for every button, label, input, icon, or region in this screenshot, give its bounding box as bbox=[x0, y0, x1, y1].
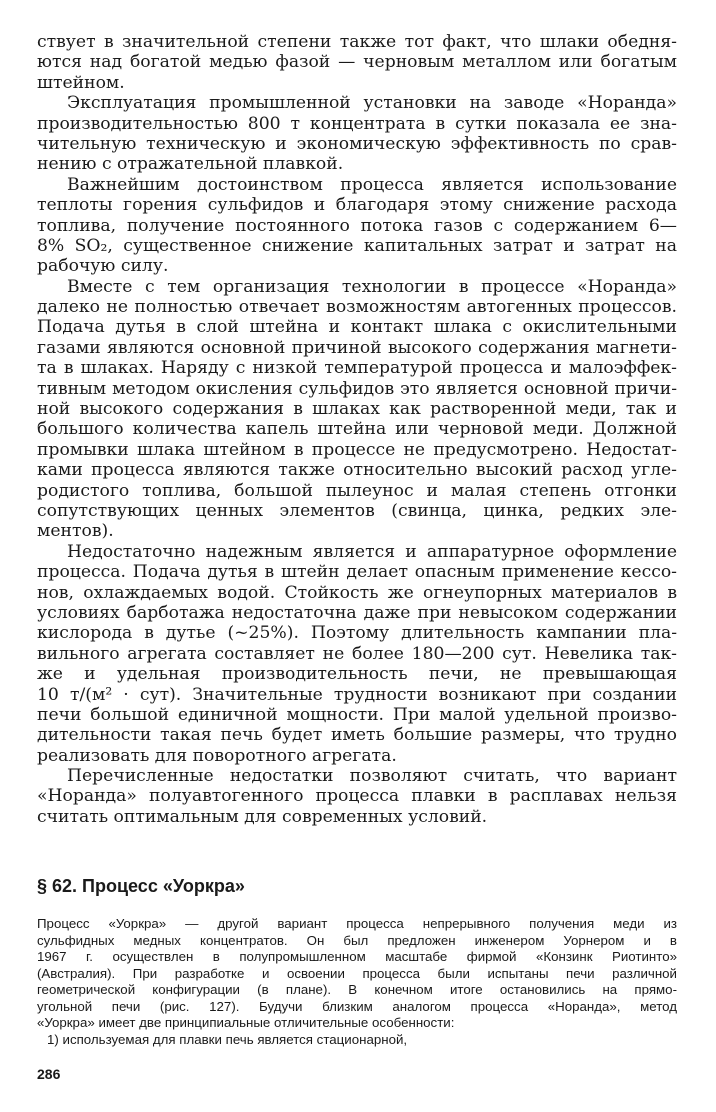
text-line: топлива, получение постоянного потока газов с содержанием 6— bbox=[37, 215, 677, 236]
page-number: 286 bbox=[37, 1066, 61, 1082]
text-line: процесса. Подача дутья в штейн делает опасным применение кессо- bbox=[37, 562, 677, 583]
section-heading: § 62. Процесс «Уоркра» bbox=[37, 876, 245, 896]
text-line: же и удельная производительность печи, не превышающая bbox=[37, 664, 677, 685]
text-line: газами являются основной причиной высокого содержания магнети- bbox=[37, 337, 677, 358]
text-line: ной высокого содержания в шлаках как растворенной меди, так и bbox=[37, 399, 677, 420]
text-line: ствует в значительной степени также тот факт, что шлаки обедня- bbox=[37, 32, 677, 52]
text-line: Важнейшим достоинством процесса является использование bbox=[67, 174, 677, 195]
text-line: кислорода в дутье (~25%). Поэтому длительность кампании пла- bbox=[37, 623, 677, 644]
small-text-line: 1) используемая для плавки печь является стационарной, bbox=[47, 1031, 408, 1047]
text-line: 8% SO₂, существенное снижение капитальных затрат и затрат на bbox=[37, 235, 677, 256]
text-line: рабочую силу. bbox=[37, 256, 169, 277]
text-line: ками процесса являются также относительно высокий расход угле- bbox=[37, 460, 677, 481]
text-line: далеко не полностью отвечает возможностям автогенных процессов. bbox=[37, 297, 677, 318]
text-line: штейном. bbox=[37, 72, 125, 93]
text-line: ются над богатой медью фазой — черновым металлом или богатым bbox=[37, 52, 677, 73]
text-line: печи большой единичной мощности. При малой удельной произво- bbox=[37, 704, 677, 725]
text-line: Вместе с тем организация технологии в процессе «Норанда» bbox=[67, 276, 677, 297]
small-text-line: Процесс «Уоркра» — другой вариант процесса непрерывного получения меди из bbox=[37, 916, 677, 931]
text-line: промывки шлака штейном в процессе не предусмотрено. Недостат- bbox=[37, 439, 677, 460]
text-line: Эксплуатация промышленной установки на заводе «Норанда» bbox=[67, 93, 677, 114]
text-line: 10 т/(м² · сут). Значительные трудности возникают при создании bbox=[37, 684, 677, 705]
text-line: чительную техническую и экономическую эффективность по срав- bbox=[37, 133, 677, 154]
text-line: та в шлаках. Наряду с низкой температурой процесса и малоэффек- bbox=[37, 358, 677, 379]
small-print-text bbox=[37, 916, 677, 1048]
small-text-line: угольной печи (рис. 127). Будучи близким аналогом процесса «Норанда», метод bbox=[37, 998, 677, 1014]
text-line: «Норанда» полуавтогенного процесса плавки в расплавах нельзя bbox=[37, 786, 677, 807]
text-line: вильного агрегата составляет не более 180—200 сут. Невелика так- bbox=[37, 643, 677, 664]
text-line: большого количества капель штейна или черновой меди. Должной bbox=[37, 419, 677, 440]
small-text-line: (Австралия). При разработке и освоении процесса были испытаны печи различной bbox=[37, 965, 677, 981]
text-line: сопутствующих ценных элементов (свинца, цинка, редких эле- bbox=[37, 500, 677, 521]
text-line: Подача дутья в слой штейна и контакт шлака с окислительными bbox=[37, 317, 677, 338]
text-line: считать оптимальным для современных условий. bbox=[37, 806, 488, 827]
text-line: условиях барботажа недостаточна даже при невысоком содержании bbox=[37, 602, 677, 623]
text-line: тивным методом окисления сульфидов это является основной причи- bbox=[37, 378, 677, 399]
text-line: Недостаточно надежным является и аппаратурное оформление bbox=[67, 541, 677, 562]
small-text-line: «Уоркра» имеет две принципиальные отличительные особенности: bbox=[37, 1015, 455, 1030]
text-line: Перечисленные недостатки позволяют считать, что вариант bbox=[67, 766, 677, 787]
text-line: дительности такая печь будет иметь большие размеры, что трудно bbox=[37, 725, 677, 746]
body-text bbox=[37, 32, 677, 827]
text-line: теплоты горения сульфидов и благодаря этому снижение расхода bbox=[37, 195, 677, 216]
text-line: родистого топлива, большой пылеунос и малая степень отгонки bbox=[37, 480, 677, 501]
small-text-line: 1967 г. осуществлен в полупромышленном масштабе фирмой «Конзинк Риотинто» bbox=[37, 949, 677, 964]
text-line: ментов). bbox=[37, 521, 114, 542]
text-line: реализовать для поворотного агрегата. bbox=[37, 745, 397, 766]
text-line: нов, охлаждаемых водой. Стойкость же огнеупорных материалов в bbox=[37, 582, 677, 603]
small-text-line: сульфидных медных концентратов. Он был предложен инженером Уорнером и в bbox=[37, 932, 677, 948]
text-line: производительностью 800 т концентрата в сутки показала ее зна- bbox=[37, 113, 677, 134]
small-text-line: геометрической конфигурации (в плане). В конечном итоге остановились на прямо- bbox=[37, 982, 677, 997]
text-line: нению с отражательной плавкой. bbox=[37, 154, 344, 175]
